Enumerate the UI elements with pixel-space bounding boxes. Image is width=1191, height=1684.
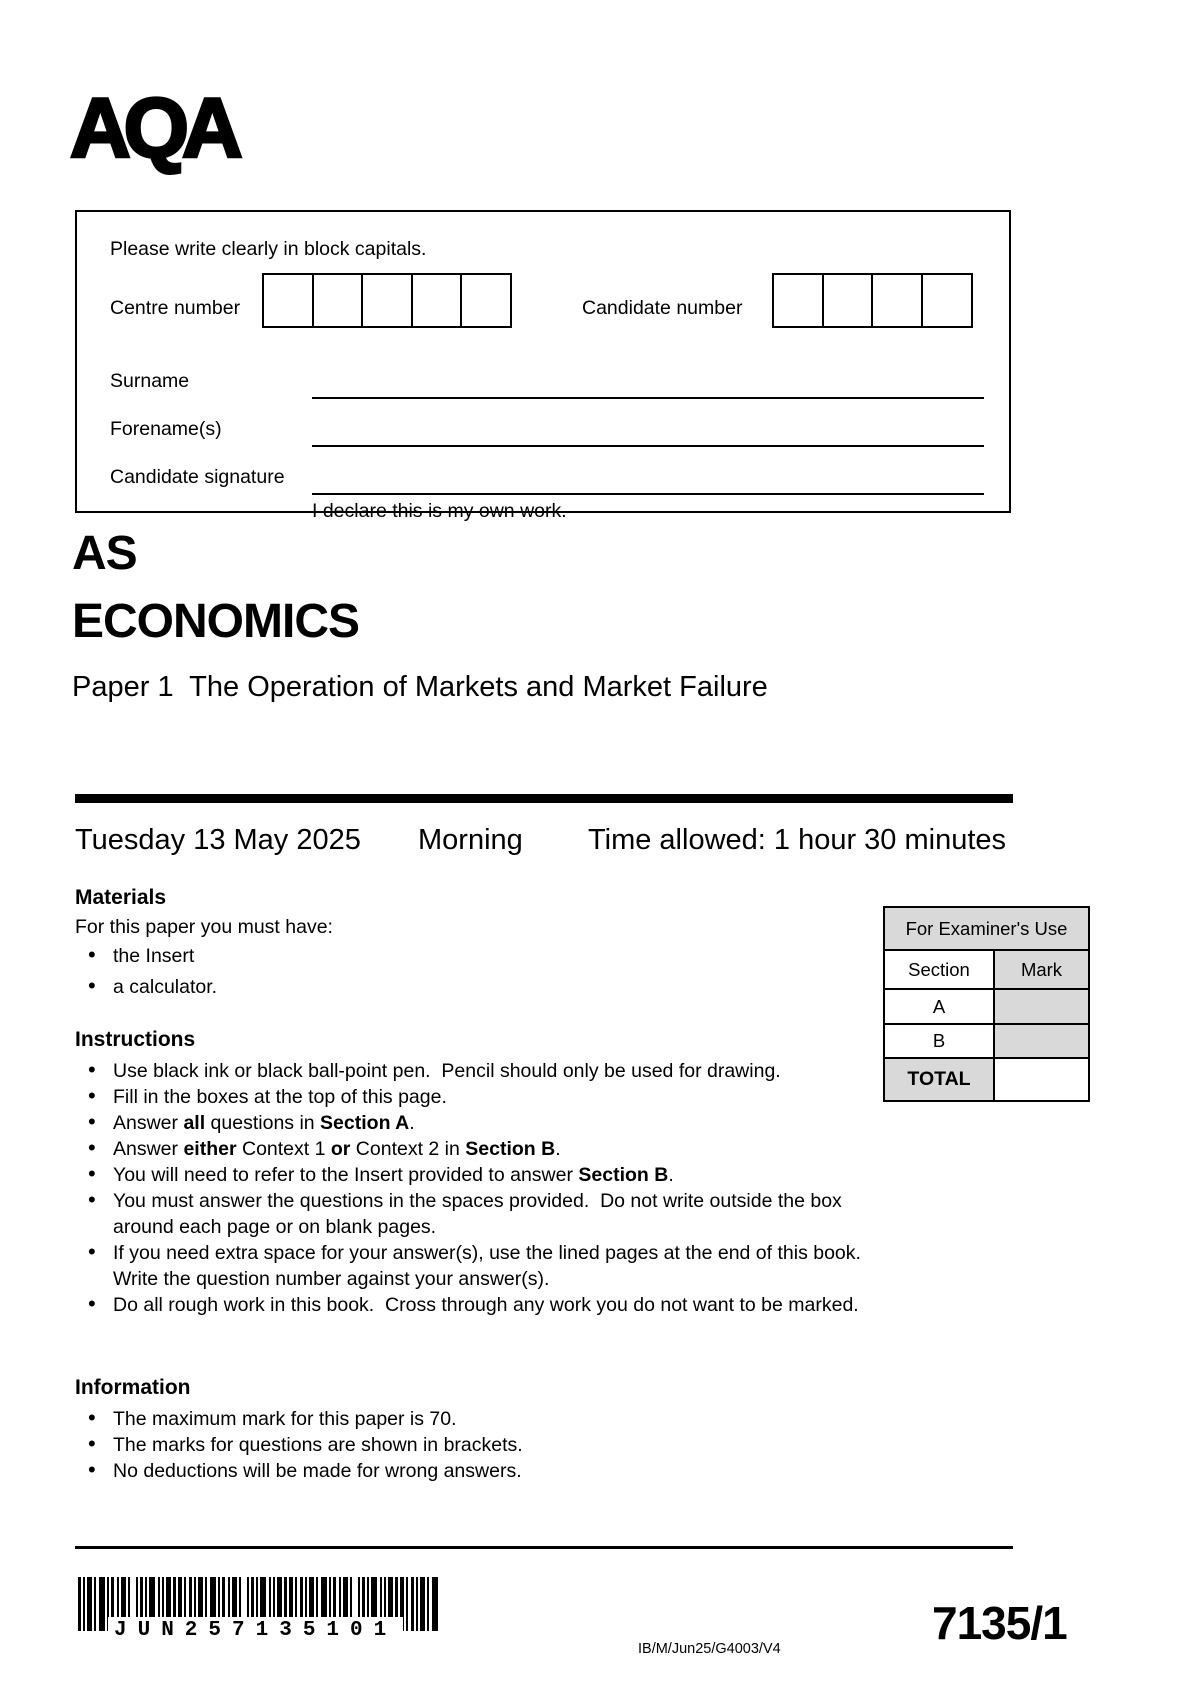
section-b-cell: B <box>885 1025 995 1057</box>
section-col-header: Section <box>885 951 995 988</box>
surname-line[interactable] <box>312 371 984 399</box>
table-row <box>885 949 1088 988</box>
signature-label: Candidate signature <box>110 466 285 488</box>
footer-reference: IB/M/Jun25/G4003/V4 <box>638 1641 781 1657</box>
barcode <box>78 1577 440 1649</box>
exam-date: Tuesday 13 May 2025 <box>75 824 361 856</box>
forenames-line[interactable] <box>312 419 984 447</box>
signature-line[interactable] <box>312 467 984 495</box>
exam-session: Morning <box>418 824 523 856</box>
materials-intro: For this paper you must have: <box>75 916 333 938</box>
mark-b-cell <box>995 1025 1088 1057</box>
divider-rule <box>75 794 1013 803</box>
centre-number-boxes <box>262 273 512 328</box>
qualification-title: AS <box>72 527 137 580</box>
entry-cell[interactable] <box>312 273 364 328</box>
aqa-logo: AQA <box>70 81 236 175</box>
information-section <box>75 1376 855 1484</box>
table-row <box>885 1023 1088 1057</box>
candidate-number-boxes <box>772 273 973 328</box>
total-label-cell: TOTAL <box>885 1059 995 1100</box>
centre-number-label: Centre number <box>110 297 241 319</box>
paper-code: 7135/1 <box>932 1597 1067 1649</box>
materials-section <box>75 886 855 1005</box>
instructions-section <box>75 1028 875 1318</box>
subject-title: ECONOMICS <box>72 595 360 648</box>
list-item: • a calculator. <box>75 974 855 1000</box>
list-item: • No deductions will be made for wrong answers. <box>75 1458 855 1484</box>
entry-cell[interactable] <box>871 273 923 328</box>
entry-cell[interactable] <box>262 273 314 328</box>
bottom-rule <box>75 1546 1013 1549</box>
total-mark-cell <box>995 1059 1088 1100</box>
candidate-number-label: Candidate number <box>582 297 743 319</box>
forenames-label: Forename(s) <box>110 418 222 440</box>
candidate-details-box <box>75 210 1011 522</box>
list-item: • the Insert <box>75 943 855 969</box>
entry-cell[interactable] <box>460 273 512 328</box>
list-item: • You will need to refer to the Insert provided to answer Section B. <box>75 1162 875 1188</box>
information-list <box>75 1406 855 1484</box>
examiner-table-body <box>885 949 1088 1100</box>
list-item: • If you need extra space for your answer(s), use the lined pages at the end of this book. Write the question number against your answer(s). <box>75 1240 875 1292</box>
paper-title: Paper 1 The Operation of Markets and Market Failure <box>72 671 768 703</box>
examiner-use-table <box>883 906 1090 1102</box>
entry-cell[interactable] <box>772 273 824 328</box>
surname-label: Surname <box>110 370 190 392</box>
list-item: • Fill in the boxes at the top of this page. <box>75 1084 875 1110</box>
time-allowed: Time allowed: 1 hour 30 minutes <box>588 824 1007 856</box>
list-item: • Do all rough work in this book. Cross through any work you do not want to be marked. <box>75 1292 875 1318</box>
list-item: • Use black ink or black ball-point pen. Pencil should only be used for drawing. <box>75 1058 875 1084</box>
list-item: • You must answer the questions in the spaces provided. Do not write outside the box around each page or on blank pages. <box>75 1188 875 1240</box>
examiner-table-title: For Examiner's Use <box>885 908 1088 949</box>
list-item: • The maximum mark for this paper is 70. <box>75 1406 855 1432</box>
table-row <box>885 1057 1088 1100</box>
barcode-text: JUN257135101 <box>108 1617 403 1644</box>
section-a-cell: A <box>885 990 995 1023</box>
information-heading: Information <box>75 1376 191 1399</box>
materials-list <box>75 943 855 1000</box>
materials-heading: Materials <box>75 886 167 909</box>
entry-cell[interactable] <box>411 273 463 328</box>
entry-cell[interactable] <box>822 273 874 328</box>
mark-a-cell <box>995 990 1088 1023</box>
block-capitals-note: Please write clearly in block capitals. <box>110 238 427 260</box>
entry-cell[interactable] <box>921 273 973 328</box>
declaration-text: I declare this is my own work. <box>312 500 567 522</box>
list-item: • Answer either Context 1 or Context 2 in Section B. <box>75 1136 875 1162</box>
entry-cell[interactable] <box>361 273 413 328</box>
instructions-heading: Instructions <box>75 1028 196 1051</box>
mark-col-header: Mark <box>995 951 1088 988</box>
list-item: • The marks for questions are shown in brackets. <box>75 1432 855 1458</box>
table-row <box>885 988 1088 1023</box>
instructions-list <box>75 1058 875 1318</box>
list-item: • Answer all questions in Section A. <box>75 1110 875 1136</box>
